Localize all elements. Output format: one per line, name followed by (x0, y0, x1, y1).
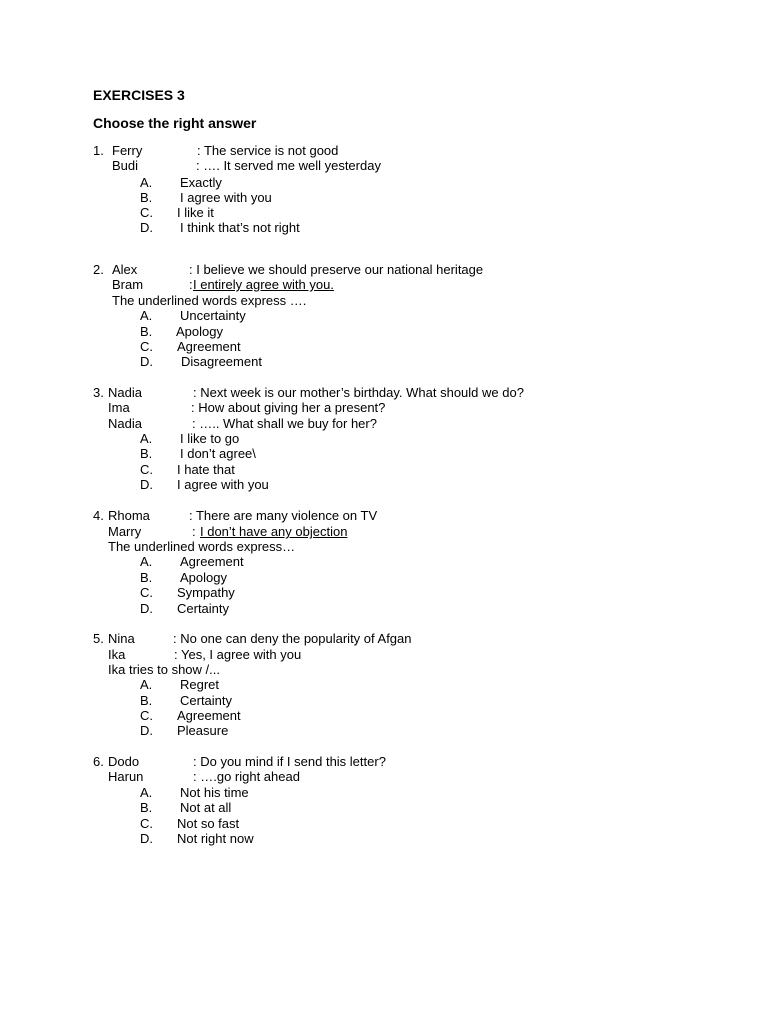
dialogue-line: : There are many violence on TV (189, 508, 378, 523)
option-letter: D. (140, 354, 153, 369)
option-letter: D. (140, 477, 153, 492)
dialogue-line: : Next week is our mother’s birthday. What should we do? (193, 385, 524, 400)
option-text: I agree with you (177, 477, 269, 492)
question-prompt: The underlined words express …. (112, 293, 307, 308)
option-letter: B. (140, 324, 153, 339)
question-number: 3. (93, 385, 104, 400)
dialogue-colon: : (192, 524, 196, 539)
option-text: Apology (176, 324, 223, 339)
option-text: Sympathy (177, 585, 235, 600)
speaker-name: Dodo (108, 754, 140, 769)
option-text: Pleasure (177, 723, 229, 738)
option-text: I like to go (180, 431, 240, 446)
underlined-answer: I don’t have any objection (200, 524, 348, 539)
option-letter: A. (140, 175, 153, 190)
option-letter: D. (140, 831, 153, 846)
question-prompt: Ika tries to show /... (108, 662, 220, 677)
instruction: Choose the right answer (93, 115, 257, 131)
dialogue-line: : ….. What shall we buy for her? (192, 416, 377, 431)
option-letter: C. (140, 585, 153, 600)
speaker-name: Nina (108, 631, 135, 646)
option-letter: B. (140, 693, 153, 708)
option-text: Uncertainty (180, 308, 246, 323)
option-letter: D. (140, 601, 153, 616)
option-letter: A. (140, 308, 153, 323)
speaker-name: Ika (108, 647, 126, 662)
dialogue-line: : No one can deny the popularity of Afgan (173, 631, 412, 646)
option-text: Disagreement (181, 354, 262, 369)
speaker-name: Alex (112, 262, 138, 277)
option-text: I like it (177, 205, 214, 220)
dialogue-line: : ….go right ahead (193, 769, 300, 784)
option-letter: A. (140, 554, 153, 569)
option-text: Certainty (177, 601, 230, 616)
option-letter: C. (140, 205, 153, 220)
option-letter: C. (140, 708, 153, 723)
option-text: I agree with you (180, 190, 272, 205)
dialogue-line: : …. It served me well yesterday (196, 158, 381, 173)
option-text: I don’t agree\ (180, 446, 256, 461)
option-text: Apology (180, 570, 227, 585)
dialogue-line: : The service is not good (197, 143, 339, 158)
speaker-name: Budi (112, 158, 139, 173)
option-letter: B. (140, 446, 153, 461)
underlined-answer: I entirely agree with you. (193, 277, 334, 292)
question-number: 5. (93, 631, 104, 646)
option-letter: C. (140, 462, 153, 477)
option-text: Not so fast (177, 816, 240, 831)
page-title: EXERCISES 3 (93, 87, 185, 103)
question-number: 1. (93, 143, 104, 158)
question-prompt: The underlined words express… (108, 539, 296, 554)
option-text: Not his time (180, 785, 249, 800)
question-number: 4. (93, 508, 104, 523)
dialogue-line: : Yes, I agree with you (174, 647, 302, 662)
speaker-name: Harun (108, 769, 144, 784)
question-number: 6. (93, 754, 104, 769)
option-text: Agreement (180, 554, 244, 569)
option-text: I hate that (177, 462, 235, 477)
option-text: Exactly (180, 175, 222, 190)
dialogue-colon: : (189, 277, 193, 292)
option-letter: A. (140, 677, 153, 692)
option-text: Agreement (177, 708, 241, 723)
option-letter: B. (140, 190, 153, 205)
option-text: I think that’s not right (180, 220, 300, 235)
option-letter: B. (140, 800, 153, 815)
speaker-name: Nadia (108, 385, 142, 400)
option-text: Agreement (177, 339, 241, 354)
speaker-name: Ferry (112, 143, 143, 158)
dialogue-line: : Do you mind if I send this letter? (193, 754, 386, 769)
option-letter: D. (140, 220, 153, 235)
option-letter: A. (140, 431, 153, 446)
speaker-name: Nadia (108, 416, 142, 431)
speaker-name: Bram (112, 277, 144, 292)
question-number: 2. (93, 262, 104, 277)
speaker-name: Rhoma (108, 508, 150, 523)
dialogue-line: : How about giving her a present? (191, 400, 386, 415)
speaker-name: Marry (108, 524, 142, 539)
option-text: Certainty (180, 693, 233, 708)
speaker-name: Ima (108, 400, 130, 415)
dialogue-line: : I believe we should preserve our national heritage (189, 262, 484, 277)
option-text: Regret (180, 677, 220, 692)
option-letter: D. (140, 723, 153, 738)
option-letter: B. (140, 570, 153, 585)
option-text: Not at all (180, 800, 232, 815)
option-letter: C. (140, 816, 153, 831)
option-text: Not right now (177, 831, 254, 846)
option-letter: A. (140, 785, 153, 800)
option-letter: C. (140, 339, 153, 354)
